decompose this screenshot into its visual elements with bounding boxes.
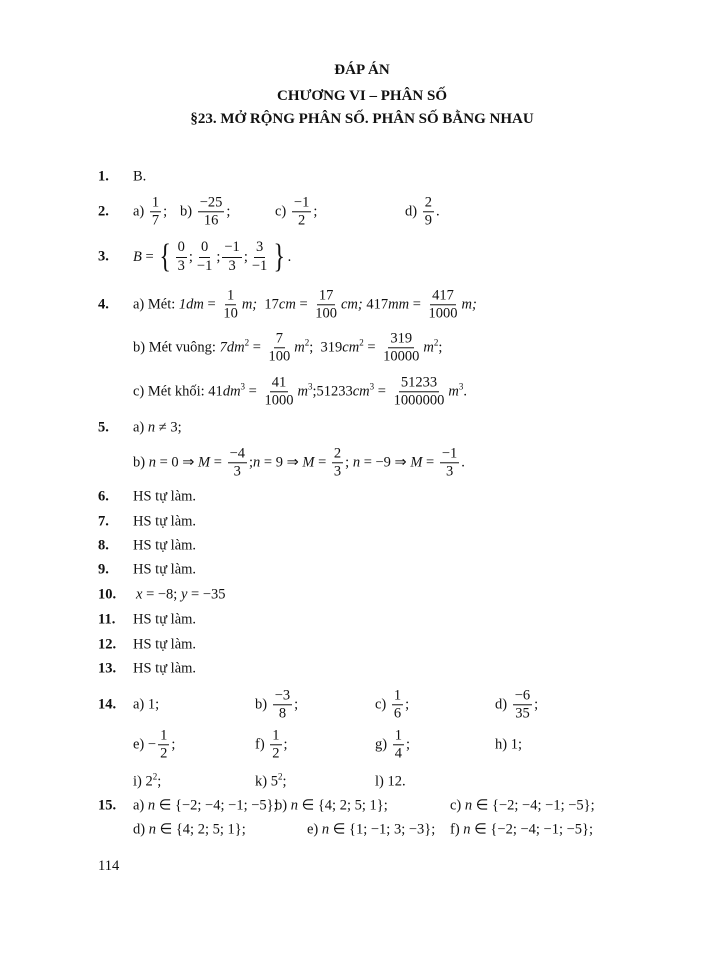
answer-text: a) bbox=[133, 203, 148, 220]
page-number: 114 bbox=[98, 858, 120, 874]
item-number: 12. bbox=[98, 636, 117, 653]
math-variable: cm bbox=[278, 296, 296, 313]
fraction bbox=[198, 195, 225, 228]
answer-text: = 9 ⇒ bbox=[260, 454, 303, 471]
item-number: 11. bbox=[98, 611, 116, 628]
answer-text: f) bbox=[255, 736, 269, 753]
numerator: 3 bbox=[254, 240, 265, 257]
answer-text: b) Mét vuông: bbox=[133, 339, 220, 356]
math-variable: dm bbox=[222, 383, 241, 400]
numerator: 0 bbox=[176, 240, 187, 257]
answer-part bbox=[133, 728, 175, 761]
numerator: 319 bbox=[388, 331, 414, 348]
answer-part bbox=[133, 331, 442, 364]
answer-text: . bbox=[287, 248, 292, 265]
numerator: 1 bbox=[270, 728, 281, 745]
denominator: 100 bbox=[315, 305, 337, 322]
answer-part bbox=[136, 587, 226, 604]
exponent: 3 bbox=[307, 381, 313, 391]
exponent: 2 bbox=[277, 771, 283, 781]
item-number: 9. bbox=[98, 561, 109, 578]
answer-part bbox=[495, 737, 522, 754]
item-number: 6. bbox=[98, 488, 109, 505]
numerator: 1 bbox=[393, 728, 404, 745]
answer-part bbox=[133, 446, 465, 479]
answer-text: ; bbox=[188, 248, 193, 265]
numerator: −4 bbox=[228, 446, 247, 463]
answer-text: ∈ {4; 2; 5; 1}; bbox=[155, 821, 246, 838]
answer-text: ≠ 3; bbox=[155, 419, 182, 436]
math-variable: m bbox=[297, 383, 308, 400]
math-variable: n bbox=[463, 821, 471, 838]
exponent: 3 bbox=[369, 381, 375, 391]
item-number: 3. bbox=[98, 248, 109, 265]
answer-text: ; bbox=[249, 454, 254, 471]
fraction bbox=[427, 288, 460, 321]
answer-part bbox=[133, 798, 278, 815]
answer-text: ; bbox=[405, 696, 410, 713]
answer-part bbox=[255, 771, 287, 791]
answer-text: = bbox=[210, 454, 226, 471]
answer-part bbox=[405, 195, 440, 228]
answer-heading: ĐÁP ÁN bbox=[334, 62, 390, 78]
math-variable: m bbox=[423, 339, 434, 356]
answer-text: ; bbox=[405, 736, 410, 753]
denominator: 35 bbox=[515, 705, 530, 722]
math-variable: n bbox=[147, 797, 156, 814]
answer-text: HS tự làm. bbox=[133, 561, 197, 578]
math-variable: cm bbox=[352, 383, 370, 400]
item-number: 1. bbox=[98, 168, 109, 185]
answer-text: = bbox=[141, 248, 158, 265]
numerator: 417 bbox=[430, 288, 456, 305]
numerator: 0 bbox=[199, 240, 210, 257]
answer-text: ∈ {4; 2; 5; 1}; bbox=[297, 797, 388, 814]
answer-text: e) bbox=[307, 821, 322, 838]
answer-text: = bbox=[295, 296, 312, 313]
answer-text: c) bbox=[375, 696, 390, 713]
answer-part bbox=[375, 728, 410, 761]
answer-text: . bbox=[461, 454, 465, 471]
answer-text: c) bbox=[275, 203, 290, 220]
numerator: −1 bbox=[440, 446, 459, 463]
math-variable: cm bbox=[342, 339, 360, 356]
math-variable: M bbox=[198, 454, 211, 471]
answer-text: b) bbox=[255, 696, 271, 713]
answer-part bbox=[133, 489, 196, 506]
answer-part bbox=[180, 195, 230, 228]
fraction bbox=[270, 728, 281, 761]
denominator: 1000 bbox=[428, 305, 458, 322]
denominator: 1000 bbox=[264, 392, 294, 409]
fraction bbox=[393, 728, 404, 761]
denominator: 3 bbox=[333, 463, 342, 480]
answer-part bbox=[133, 697, 159, 714]
denominator: 1000000 bbox=[393, 392, 445, 409]
fraction bbox=[423, 195, 434, 228]
answer-text: ; bbox=[163, 203, 168, 220]
answer-part bbox=[133, 612, 196, 629]
answer-part bbox=[133, 562, 196, 579]
fraction bbox=[176, 240, 187, 273]
item-number: 7. bbox=[98, 513, 109, 530]
fraction bbox=[332, 446, 343, 479]
numerator: 2 bbox=[332, 446, 343, 463]
denominator: 2 bbox=[297, 212, 306, 229]
math-variable: M bbox=[410, 454, 423, 471]
math-variable: y bbox=[180, 586, 188, 603]
answer-text: a) bbox=[133, 797, 148, 814]
answer-part bbox=[375, 774, 406, 791]
math-variable: 7dm bbox=[219, 339, 245, 356]
answer-part bbox=[133, 288, 477, 321]
exponent: 2 bbox=[359, 337, 364, 347]
answer-text: h) 1; bbox=[495, 736, 522, 753]
answer-text: ; bbox=[157, 773, 162, 790]
fraction bbox=[381, 331, 421, 364]
math-variable: m bbox=[294, 339, 305, 356]
numerator: −3 bbox=[273, 688, 292, 705]
item-number: 14. bbox=[98, 696, 117, 713]
answer-part bbox=[133, 420, 182, 437]
answer-text: ; bbox=[171, 736, 176, 753]
numerator: 51233 bbox=[399, 375, 439, 392]
answer-text: d) bbox=[133, 821, 149, 838]
denominator: 3 bbox=[228, 257, 236, 274]
fraction bbox=[440, 446, 459, 479]
math-variable: n bbox=[147, 419, 156, 436]
item-number: 10. bbox=[98, 586, 117, 603]
numerator: 17 bbox=[317, 288, 336, 305]
answer-text: B. bbox=[133, 168, 147, 185]
math-variable: x bbox=[136, 586, 143, 603]
numerator: 7 bbox=[274, 331, 285, 348]
answer-part bbox=[133, 822, 246, 839]
answer-text: = −8; bbox=[142, 586, 181, 603]
answer-part bbox=[255, 688, 298, 721]
answer-text: d) bbox=[495, 696, 511, 713]
math-variable: n bbox=[290, 797, 298, 814]
item-number: 2. bbox=[98, 203, 109, 220]
fraction bbox=[313, 288, 339, 321]
numerator: 1 bbox=[150, 195, 161, 212]
denominator: 2 bbox=[272, 745, 280, 762]
denominator: 10000 bbox=[383, 348, 420, 365]
answer-text: HS tự làm. bbox=[133, 537, 197, 554]
answer-text: HS tự làm. bbox=[133, 660, 197, 677]
denominator: 3 bbox=[177, 257, 185, 274]
numerator: 1 bbox=[225, 288, 236, 305]
answer-text: ; bbox=[294, 696, 299, 713]
answer-text: ; bbox=[282, 773, 287, 790]
answer-text: ∈ {−2; −4; −1; −5}; bbox=[155, 797, 278, 814]
answer-text: b) bbox=[275, 797, 291, 814]
answer-text: = bbox=[363, 339, 380, 356]
answer-text: a) Mét: bbox=[133, 296, 179, 313]
answer-text: HS tự làm. bbox=[133, 488, 197, 505]
answer-text: = 0 ⇒ bbox=[155, 454, 199, 471]
math-variable: M bbox=[302, 454, 315, 471]
exponent: 2 bbox=[433, 337, 439, 347]
fraction bbox=[273, 688, 292, 721]
brace: { bbox=[159, 238, 172, 275]
answer-part bbox=[275, 195, 317, 228]
answer-text: 417 bbox=[362, 296, 389, 313]
answer-text: = bbox=[203, 296, 220, 313]
math-variable: n bbox=[321, 821, 330, 838]
math-variable: cm; bbox=[341, 296, 363, 313]
fraction bbox=[150, 195, 161, 228]
answer-part bbox=[133, 514, 196, 531]
answer-text: HS tự làm. bbox=[133, 636, 197, 653]
answer-text: g) bbox=[375, 736, 391, 753]
item-number: 13. bbox=[98, 660, 117, 677]
math-variable: n bbox=[352, 454, 361, 471]
answer-text: ; 319 bbox=[309, 339, 343, 356]
numerator: −1 bbox=[222, 240, 241, 257]
answer-part bbox=[255, 728, 288, 761]
answer-text: = bbox=[245, 383, 261, 400]
denominator: 10 bbox=[223, 305, 238, 322]
fraction bbox=[221, 288, 240, 321]
item-number: 5. bbox=[98, 419, 109, 436]
answer-text: 17 bbox=[257, 296, 279, 313]
denominator: 16 bbox=[203, 212, 219, 229]
answer-text: = bbox=[422, 454, 438, 471]
numerator: 1 bbox=[392, 688, 403, 705]
answer-text: d) bbox=[405, 203, 421, 220]
answer-text: b) bbox=[133, 454, 149, 471]
answer-text: c) bbox=[450, 797, 465, 814]
answer-part bbox=[133, 538, 196, 555]
numerator: 1 bbox=[158, 728, 169, 745]
answer-text: ; bbox=[283, 736, 288, 753]
answer-text: = −9 ⇒ bbox=[360, 454, 411, 471]
answer-text: = bbox=[314, 454, 330, 471]
answer-text: = bbox=[374, 383, 390, 400]
exponent: 2 bbox=[152, 771, 158, 781]
answer-text: . bbox=[435, 203, 440, 220]
answer-text: ; bbox=[243, 248, 248, 265]
math-variable: m bbox=[448, 383, 459, 400]
answer-text: a) bbox=[133, 419, 148, 436]
answer-text: ;51233 bbox=[312, 383, 353, 400]
denominator: 3 bbox=[233, 463, 241, 480]
math-variable: n bbox=[148, 821, 156, 838]
fraction bbox=[158, 728, 169, 761]
answer-text: ; bbox=[226, 203, 231, 220]
answer-part bbox=[307, 822, 435, 839]
answer-text: = −35 bbox=[187, 586, 226, 603]
answer-text: a) 1; bbox=[133, 696, 160, 713]
answer-text: ; bbox=[313, 203, 318, 220]
exponent: 2 bbox=[244, 337, 250, 347]
brace: } bbox=[273, 238, 286, 275]
item-number: 15. bbox=[98, 797, 117, 814]
math-variable: B bbox=[133, 248, 142, 265]
denominator: 6 bbox=[393, 705, 402, 722]
fraction bbox=[292, 195, 311, 228]
answer-part bbox=[275, 798, 388, 815]
answer-text: HS tự làm. bbox=[133, 513, 197, 530]
answer-text: ; bbox=[438, 339, 443, 356]
fraction bbox=[267, 331, 293, 364]
denominator: 4 bbox=[394, 745, 402, 762]
math-variable: n bbox=[464, 797, 473, 814]
numerator: 2 bbox=[423, 195, 434, 212]
denominator: 100 bbox=[268, 348, 291, 365]
denominator: 8 bbox=[278, 705, 287, 722]
answer-text: e) − bbox=[133, 736, 157, 753]
fraction bbox=[228, 446, 247, 479]
answer-part bbox=[450, 798, 595, 815]
answer-text: i) 2 bbox=[133, 773, 153, 790]
fraction bbox=[262, 375, 295, 408]
denominator: 3 bbox=[445, 463, 454, 480]
fraction bbox=[195, 240, 214, 273]
item-number: 8. bbox=[98, 537, 109, 554]
math-variable: m; bbox=[461, 296, 477, 313]
answer-text: ; bbox=[216, 248, 221, 265]
answer-part bbox=[495, 688, 538, 721]
exponent: 2 bbox=[304, 337, 310, 347]
math-variable: mm bbox=[388, 296, 410, 313]
answer-text: ∈ {−2; −4; −1; −5}; bbox=[470, 821, 594, 838]
item-number: 4. bbox=[98, 296, 109, 313]
numerator: 41 bbox=[270, 375, 289, 392]
answer-part bbox=[133, 661, 196, 678]
denominator: 7 bbox=[151, 212, 160, 229]
answer-text: f) bbox=[450, 821, 464, 838]
answer-part bbox=[133, 637, 196, 654]
answer-part bbox=[133, 169, 146, 186]
answer-text: = bbox=[249, 339, 265, 356]
math-variable: m; bbox=[241, 296, 258, 313]
math-variable: 1dm bbox=[178, 296, 204, 313]
exponent: 3 bbox=[458, 381, 464, 391]
answer-part bbox=[133, 195, 167, 228]
answer-part bbox=[375, 688, 409, 721]
answer-text: ; bbox=[534, 696, 539, 713]
answer-part bbox=[133, 375, 467, 408]
answer-text: b) bbox=[180, 203, 196, 220]
answer-part bbox=[450, 822, 593, 839]
denominator: 2 bbox=[160, 745, 168, 762]
answer-text: HS tự làm. bbox=[133, 611, 197, 628]
numerator: −1 bbox=[292, 195, 311, 212]
denominator: 9 bbox=[424, 212, 432, 229]
answer-text: . bbox=[463, 383, 467, 400]
denominator: −1 bbox=[196, 257, 213, 274]
answer-text: ; bbox=[345, 454, 353, 471]
fraction bbox=[250, 240, 269, 273]
math-variable: n bbox=[148, 454, 156, 471]
answer-text: k) 5 bbox=[255, 773, 278, 790]
chapter-title: CHƯƠNG VI – PHÂN SỐ bbox=[276, 88, 447, 104]
answer-text: ∈ {1; −1; 3; −3}; bbox=[329, 821, 436, 838]
answer-text: = bbox=[409, 296, 425, 313]
answer-text: c) Mét khối: 41 bbox=[133, 383, 223, 400]
fraction bbox=[513, 688, 532, 721]
answer-text: ∈ {−2; −4; −1; −5}; bbox=[472, 797, 595, 814]
denominator: −1 bbox=[251, 257, 268, 274]
numerator: −25 bbox=[198, 195, 225, 212]
fraction bbox=[222, 240, 241, 273]
exponent: 3 bbox=[240, 381, 246, 391]
fraction bbox=[392, 375, 447, 408]
math-variable: n bbox=[253, 454, 261, 471]
numerator: −6 bbox=[513, 688, 532, 705]
answer-part bbox=[133, 240, 291, 274]
answer-part bbox=[133, 771, 162, 791]
fraction bbox=[392, 688, 403, 721]
answer-text: l) 12. bbox=[375, 773, 406, 790]
section-title: §23. MỞ RỘNG PHÂN SỐ. PHÂN SỐ BẰNG NHAU bbox=[190, 111, 534, 127]
